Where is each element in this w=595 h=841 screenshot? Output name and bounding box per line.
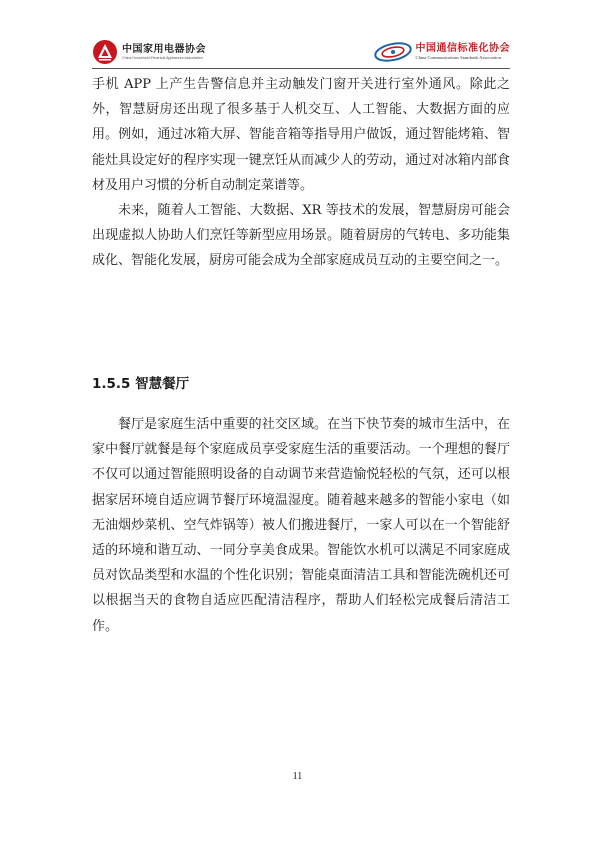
page-header [92, 38, 510, 68]
ccsa-logo [373, 38, 511, 66]
ccsa-name-cn: 中国通信标准化协会 [415, 43, 510, 54]
ccsa-emblem-icon [373, 41, 413, 63]
section-heading: 1.5.5 智慧餐厅 [92, 376, 190, 392]
paragraph-smart-kitchen-future: 未来，随着人工智能、大数据、XR 等技术的发展，智慧厨房可能会出现虚拟人协助人们烹饪等新型应用场景。随着厨房的气转电、多功能集成化、智能化发展，厨房可能会成为全部家庭成员互动的主要空间之一。 [92, 203, 510, 269]
ccsa-name-en: China Communications Standards Association [415, 55, 501, 60]
paragraph-smart-dining-room: 餐厅是家庭生活中重要的社交区域。在当下快节奏的城市生活中，在家中餐厅就餐是每个家庭成员享受家庭生活的重要活动。一个理想的餐厅不仅可以通过智能照明设备的自动调节来营造愉悦轻松的气氛，还可以根据家居环境自适应调节餐厅环境温湿度。随着越来越多的智能小家电（如无油烟炒菜机、空气炸锅等）被人们搬进餐厅，一家人可以在一个智能舒适的环境和谐互动、一同分享美食成果。智能饮水机可以满足不同家庭成员对饮品类型和水温的个性化识别；智能桌面清洁工具和智能洗碗机还可以根据当天的食物自适应匹配清洁程序，帮助人们轻松完成餐后清洁工作。 [92, 417, 510, 634]
page-number: 11 [292, 771, 303, 782]
body-upper [92, 72, 510, 274]
paragraph-smart-kitchen-apps: 手机 APP 上产生告警信息并主动触发门窗开关进行室外通风。除此之外，智慧厨房还出现了很多基于人机交互、人工智能、大数据方面的应用。例如，通过冰箱大屏、智能音箱等指导用户做饭，通过智能烤箱、智能灶具设定好的程序实现一键烹饪从而减少人的劳动，通过对冰箱内部食材及用户习惯的分析自动制定菜谱等。 [92, 77, 510, 193]
body-lower [92, 412, 510, 639]
header-rule [92, 68, 510, 69]
cheaa-name-en: China Household Electrical Appliances Association [122, 55, 203, 60]
cheaa-logo [92, 38, 206, 66]
cheaa-emblem-icon [92, 39, 118, 65]
cheaa-name-cn: 中国家用电器协会 [122, 43, 206, 55]
